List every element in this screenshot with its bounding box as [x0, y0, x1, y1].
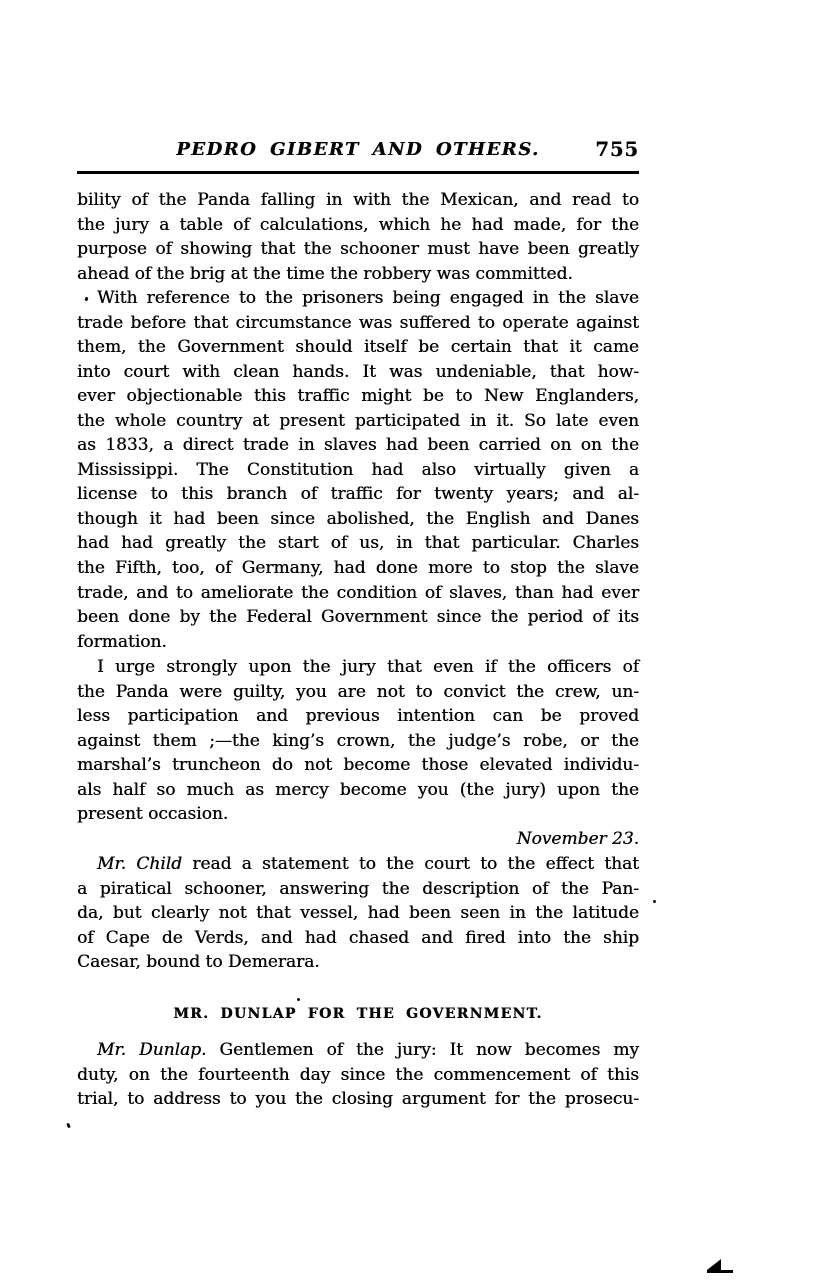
- text-line: though it had been since abolished, the English and Danes: [77, 508, 639, 529]
- scan-speck: [653, 900, 656, 903]
- text-line: [77, 852, 639, 877]
- speaker-name: Mr. Dunlap.: [97, 1040, 207, 1060]
- speaker-name: Mr. Child: [97, 854, 183, 874]
- header-rule: [77, 171, 639, 174]
- text-line: trial, to address to you the closing argument for the prosecu-: [77, 1089, 639, 1110]
- text-line: Caesar, bound to Demerara.: [77, 952, 320, 973]
- paragraph: [77, 852, 639, 975]
- text-line: into court with clean hands. It was undeniable, that how-: [77, 361, 639, 382]
- text-line: [77, 1038, 639, 1063]
- text-line: I urge strongly upon the jury that even if the officers of: [97, 657, 639, 677]
- paragraph-lines: [77, 655, 639, 827]
- date-line: November 23.: [516, 829, 639, 849]
- text-line: purpose of showing that the schooner must have been greatly: [77, 239, 639, 260]
- text-line: less participation and previous intention can be proved: [77, 706, 639, 727]
- text-run: read a statement to the court to the effect that: [182, 854, 639, 874]
- text-line: ever objectionable this traffic might be to New Englanders,: [77, 386, 639, 407]
- text-line: da, but clearly not that vessel, had been seen in the latitude: [77, 903, 639, 924]
- scan-speck: [297, 998, 300, 1001]
- text-run: Gentlemen of the jury: It now becomes my: [206, 1040, 639, 1060]
- text-line: them, the Government should itself be certain that it came: [77, 337, 639, 358]
- scan-artifact-mark: [707, 1270, 733, 1273]
- text-line: formation.: [77, 631, 167, 652]
- section-heading: MR. DUNLAP FOR THE GOVERNMENT.: [173, 1006, 543, 1022]
- scan-speck: [66, 1123, 71, 1129]
- text-line: With reference to the prisoners being engaged in the slave: [97, 288, 639, 308]
- paragraph-lines: [77, 188, 639, 286]
- text-line: Mississippi. The Constitution had also virtually given a: [77, 459, 639, 480]
- text-line: the Panda were guilty, you are not to convict the crew, un-: [77, 681, 639, 702]
- paragraph-lines: [77, 877, 639, 975]
- text-line: the jury a table of calculations, which he had made, for the: [77, 214, 639, 235]
- text-line: duty, on the fourteenth day since the commencement of this: [77, 1064, 639, 1085]
- text-line: of Cape de Verds, and had chased and fired into the ship: [77, 927, 639, 948]
- running-head-title: PEDRO GIBERT AND OTHERS.: [176, 139, 540, 160]
- text-line: had had greatly the start of us, in that particular. Charles: [77, 533, 639, 554]
- scan-artifact-mark: [707, 1259, 721, 1270]
- page-number: 755: [595, 138, 639, 161]
- text-line: been done by the Federal Government since the period of its: [77, 607, 639, 628]
- text-line: against them ;—the king’s crown, the judge’s robe, or the: [77, 730, 639, 751]
- paragraph: [77, 188, 639, 286]
- paragraph: [77, 655, 639, 827]
- text-line: als half so much as mercy become you (the jury) upon the: [77, 779, 639, 800]
- text-line: a piratical schooner, answering the description of the Pan-: [77, 878, 639, 899]
- paragraph: [77, 1038, 639, 1112]
- text-line: the whole country at present participated in it. So late even: [77, 410, 639, 431]
- text-line: trade, and to ameliorate the condition of slaves, than had ever: [77, 582, 639, 603]
- text-line: trade before that circumstance was suffered to operate against: [77, 312, 639, 333]
- text-line: present occasion.: [77, 804, 229, 825]
- text-line: marshal’s truncheon do not become those elevated individu-: [77, 755, 639, 776]
- text-line: bility of the Panda falling in with the Mexican, and read to: [77, 190, 639, 210]
- text-line: license to this branch of traffic for twenty years; and al-: [77, 484, 639, 505]
- text-line: ahead of the brig at the time the robbery was committed.: [77, 263, 573, 284]
- text-line: the Fifth, too, of Germany, had done more to stop the slave: [77, 558, 639, 579]
- paragraph: [77, 286, 639, 654]
- text-line: as 1833, a direct trade in slaves had been carried on on the: [77, 435, 639, 456]
- paragraph-lines: [77, 286, 639, 654]
- paragraph-lines: [77, 1063, 639, 1112]
